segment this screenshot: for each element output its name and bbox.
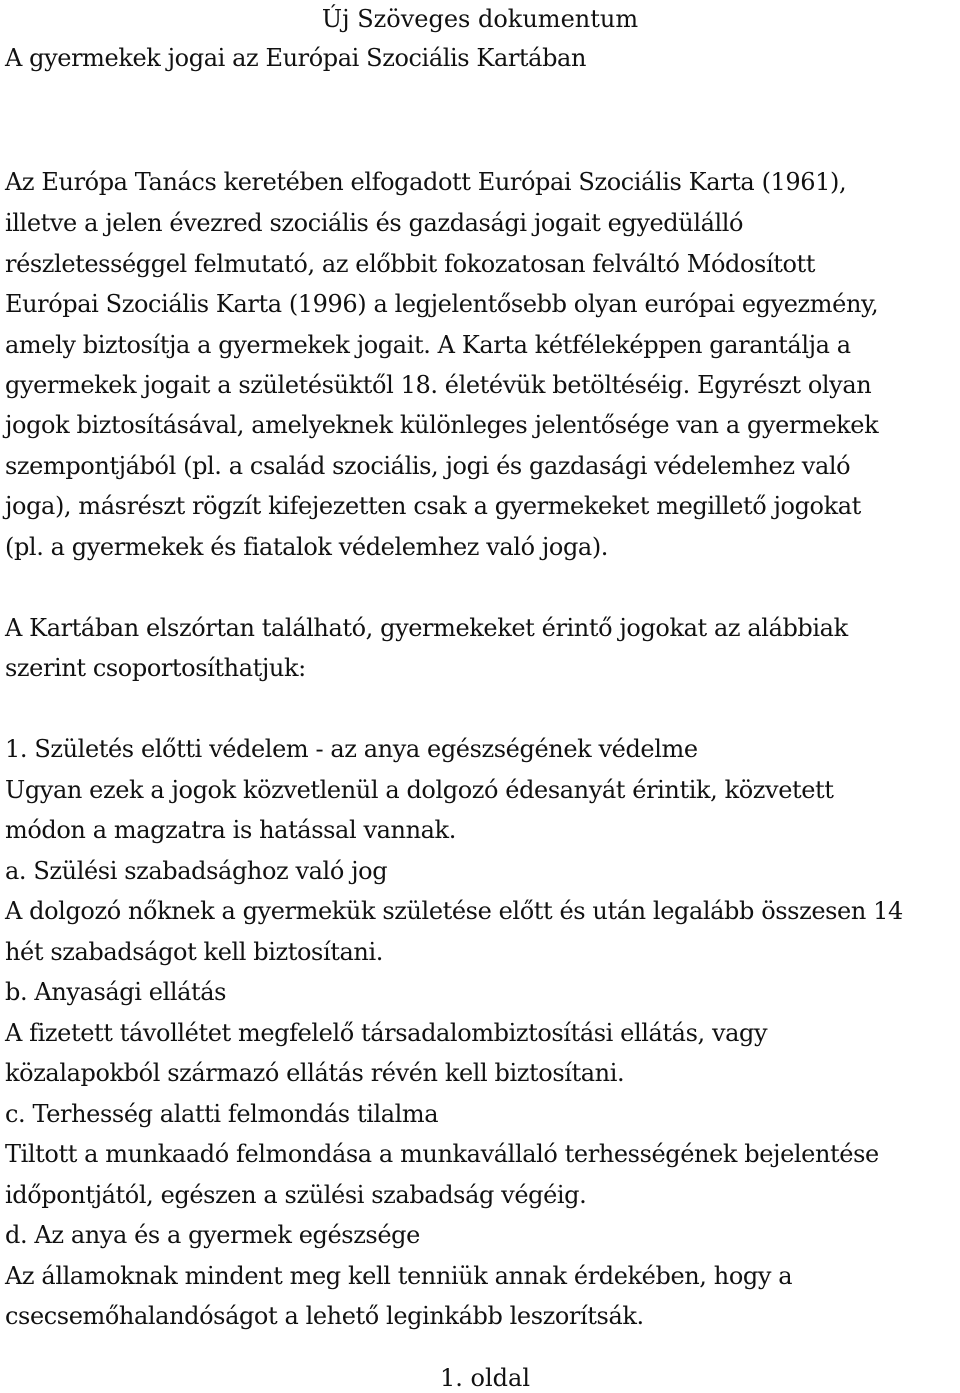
text-line: szerint csoportosíthatjuk: — [5, 654, 306, 682]
text-line: A dolgozó nőknek a gyermekük születése előtt és után legalább összesen 14 — [5, 897, 903, 925]
text-line: Az Európa Tanács keretében elfogadott Európai Szociális Karta (1961), — [5, 168, 847, 196]
text-line: Az államoknak mindent meg kell tenniük annak érdekében, hogy a — [5, 1262, 793, 1290]
subsection-heading: b. Anyasági ellátás — [5, 978, 227, 1006]
text-line: Európai Szociális Karta (1996) a legjelentősebb olyan európai egyezmény, — [5, 290, 879, 318]
text-line: Ugyan ezek a jogok közvetlenül a dolgozó édesanyát érintik, közvetett — [5, 776, 834, 804]
document-title: Új Szöveges dokumentum — [321, 5, 639, 33]
text-line: gyermekek jogait a születésüktől 18. életévük betöltéséig. Egyrészt olyan — [5, 371, 872, 399]
text-line: joga), másrészt rögzít kifejezetten csak a gyermekeket megillető jogokat — [5, 492, 861, 520]
text-line: szempontjából (pl. a család szociális, jogi és gazdasági védelemhez való — [5, 452, 851, 480]
page-number: 1. oldal — [440, 1364, 530, 1392]
subsection-heading: d. Az anya és a gyermek egészsége — [5, 1221, 420, 1249]
text-line: illetve a jelen évezred szociális és gazdasági jogait egyedülálló — [5, 209, 744, 237]
subsection-heading: c. Terhesség alatti felmondás tilalma — [5, 1100, 439, 1128]
text-line: hét szabadságot kell biztosítani. — [5, 938, 383, 966]
text-line: amely biztosítja a gyermekek jogait. A Karta kétféleképpen garantálja a — [5, 331, 851, 359]
section-heading: 1. Születés előtti védelem - az anya egészségének védelme — [5, 735, 698, 763]
text-line: időpontjától, egészen a szülési szabadság végéig. — [5, 1181, 587, 1209]
text-line: csecsemőhalandóságot a lehető leginkább leszorítsák. — [5, 1302, 644, 1330]
text-line: közalapokból származó ellátás révén kell biztosítani. — [5, 1059, 625, 1087]
text-line: A fizetett távollétet megfelelő társadalombiztosítási ellátás, vagy — [5, 1019, 768, 1047]
text-line: Tiltott a munkaadó felmondása a munkavállaló terhességének bejelentése — [5, 1140, 879, 1168]
text-line: (pl. a gyermekek és fiatalok védelemhez való joga). — [5, 533, 609, 561]
document-subtitle: A gyermekek jogai az Európai Szociális Kartában — [5, 44, 587, 72]
text-line: A Kartában elszórtan található, gyermekeket érintő jogokat az alábbiak — [5, 614, 848, 642]
text-line: jogok biztosításával, amelyeknek különleges jelentősége van a gyermekek — [5, 411, 879, 439]
text-line: részletességgel felmutató, az előbbit fokozatosan felváltó Módosított — [5, 250, 816, 278]
subsection-heading: a. Szülési szabadsághoz való jog — [5, 857, 388, 885]
text-line: módon a magzatra is hatással vannak. — [5, 816, 456, 844]
